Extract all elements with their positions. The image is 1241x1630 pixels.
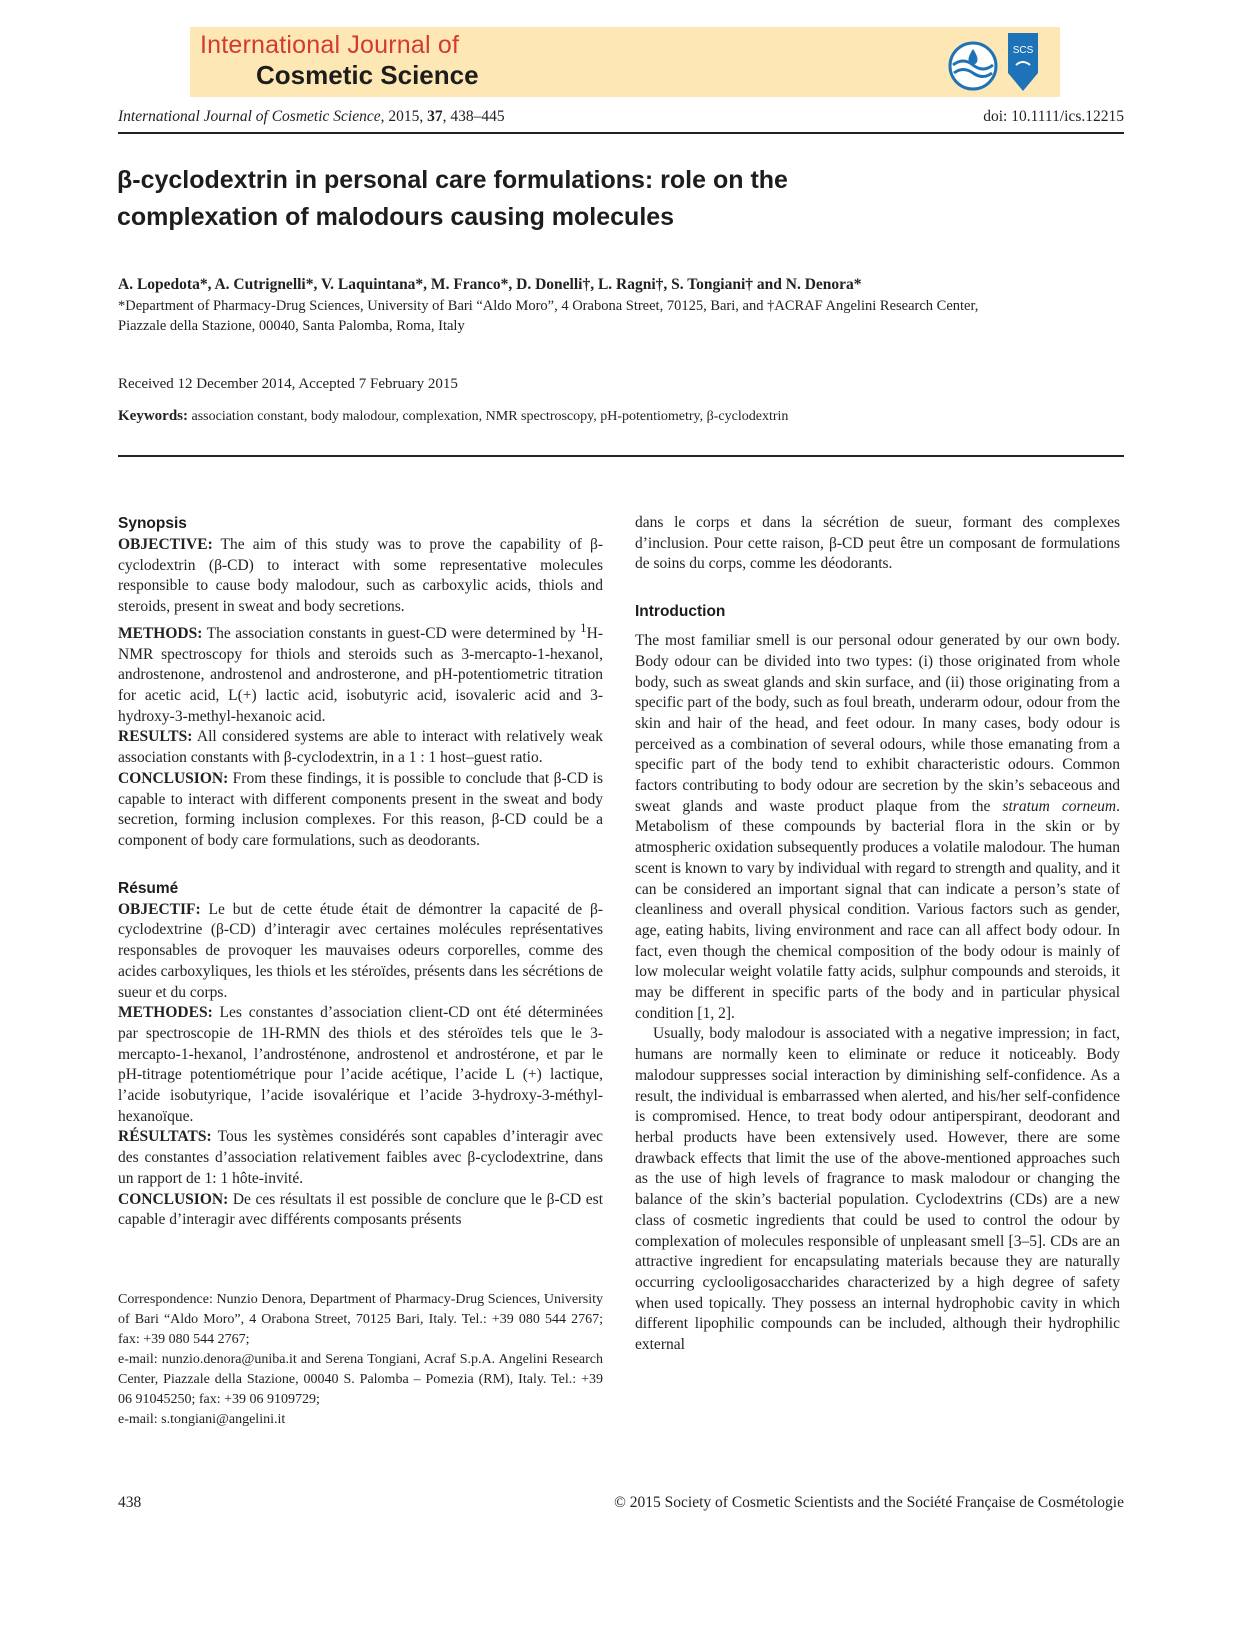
keywords: Keywords: association constant, body malodour, complexation, NMR spectroscopy, pH-potentiometry, β-cyclodextrin bbox=[118, 408, 789, 424]
authors: A. Lopedota*, A. Cutrignelli*, V. Laquintana*, M. Franco*, D. Donelli†, L. Ragni†, S. Tongiani† and N. Denora* bbox=[118, 276, 862, 293]
introduction-paragraph-2: Usually, body malodour is associated with a negative impression; in fact, humans are normally keen to eliminate or reduce it noticeably. Body malodour suppresses social interaction by diminishing self-confidence. As a result, the individual is embarrassed when alerted, and his/her self-confidence is compromised. Hence, to treat body odour antiperspirant, deodorant and herbal products have been extensively used. However, there are some drawback effects that limit the use of the above-mentioned approaches such as the use of high levels of fragrance to mask malodour or changing the balance of the skin’s bacterial population. Cyclodextrins (CDs) are a new class of cosmetic ingredients that could be used to control the odour by complexation of molecules responsible of unpleasant smell [3–5]. CDs are an attractive ingredient for encapsulating materials because they are naturally occurring cyclooligosaccharides characterized by a high degree of safety when used topically. They possess an internal hydrophobic cavity in which different lipophilic compounds can be included, although their hydrophilic external bbox=[635, 1025, 1120, 1354]
doi: doi: 10.1111/ics.12215 bbox=[983, 108, 1124, 125]
journal-emblem-icon bbox=[945, 41, 1001, 91]
right-column bbox=[635, 513, 1120, 1356]
resume-conclusion: CONCLUSION: De ces résultats il est possible de conclure que le β-CD est capable d’interagir avec différents composants présents bbox=[118, 1190, 603, 1229]
resume-methodes: METHODES: Les constantes d’association client-CD ont été déterminées par spectroscopie de 1H-RMN des thiols et des stéroïdes tels que le 3-mercapto-1-hexanol, l’androsténone, androstenol et androstérone, et par le pH-titrage potentiométrique pour l’acide acétique, l’acide L (+) lactique, l’acide isobutyrique, l’acide isovalérique et l’acide 3-hydroxy-3-méthyl-hexanoïque. bbox=[118, 1004, 603, 1125]
resume-resultats: RÉSULTATS: Tous les systèmes considérés sont capables d’interagir avec des constantes d’association relativement faibles avec β-cyclodextrine, dans un rapport de 1: 1 hôte-invité. bbox=[118, 1128, 603, 1187]
resume-heading: Résumé bbox=[118, 879, 179, 897]
banner-line2: Cosmetic Science bbox=[256, 60, 479, 90]
page-number: 438 bbox=[118, 1494, 142, 1511]
section-divider bbox=[118, 455, 1124, 457]
synopsis-results: RESULTS: All considered systems are able to interact with relatively weak association constants with β-cyclodextrin, in a 1 : 1 host–guest ratio. bbox=[118, 728, 603, 767]
journal-citation: International Journal of Cosmetic Science, 2015, 37, 438–445 bbox=[118, 108, 505, 125]
synopsis-objective: OBJECTIVE: The aim of this study was to prove the capability of β-cyclodextrin (β-CD) to interact with some representative molecules responsible to cause body malodour, such as carboxylic acids, thiols and steroids, present in sweat and body secretions. bbox=[118, 536, 603, 616]
synopsis-methods: METHODS: The association constants in guest-CD were determined by $^1$H-NMR spectroscopy for thiols and steroids such as 3-mercapto-1-hexanol, androstenone, androstenol and androsterone, and pH-potentiometric titration for acetic acid, L(+) lactic acid, isobutyric acid, isovaleric acid and 3-hydroxy-3-methyl-hexanoic acid. bbox=[118, 619, 603, 725]
article-title: β-cyclodextrin in personal care formulations: role on the complexation of malodours causing molecules bbox=[117, 166, 788, 231]
introduction-paragraph-1: The most familiar smell is our personal odour generated by our own body. Body odour can be divided into two types: (i) those originated from whole body, such as sweat glands and skin surface, and (ii) those originating from a specific part of the body, such as foul breath, underarm odour, odour from the skin and hair of the head, and feet odour. In many cases, body odour is perceived as a combination of several odours, while those emanating from a specific part of the body tend to exhibit characteristic odours. Common factors contributing to body odour are secretion by the skin’s sebaceous and sweat glands and waste product plaque from the stratum corneum. Metabolism of these compounds by bacterial flora in the skin or by atmospheric oxidation subsequently produces a volatile malodour. The human scent is known to vary by individual with regard to strength and quality, and it can be considered an important signal that can indicate a person’s state of cleanliness and overall physical condition. Various factors such as gender, age, eating habits, living environment and race can all affect body odour. In fact, even though the chemical composition of the body odour is mainly of low molecular weight volatile fatty acids, sulphur compounds and steroids, it may be different in specific parts of the body and in particular physical condition [1, 2]. bbox=[635, 632, 1121, 1022]
affiliations: *Department of Pharmacy-Drug Sciences, University of Bari “Aldo Moro”, 4 Orabona Street, 70125, Bari, and †ACRAF Angelini Research Center, Piazzale della Stazione, 00040, Santa Palomba, Roma, Italy bbox=[118, 298, 979, 334]
citation-line bbox=[118, 108, 1124, 134]
correspondence: Correspondence: Nunzio Denora, Department of Pharmacy-Drug Sciences, University of Bari “Aldo Moro”, 4 Orabona Street, 70125 Bari, Italy. Tel.: +39 080 544 2767; fax: +39 080 544 2767; e-mail: nunzio.denora@uniba.it and Serena Tongiani, Acraf S.p.A. Angelini Research Center, Piazzale della Stazione, 00040 S. Palomba – Pomezia (RM), Italy. Tel.: +39 06 91045250; fax: +39 06 9109729; e-mail: s.tongiani@angelini.it bbox=[118, 1290, 603, 1430]
correspondence-email: e-mail: nunzio.denora@uniba.it and Serena Tongiani, Acraf S.p.A. Angelini Research Center, Piazzale della Stazione, 00040 S. Palomba – Pomezia (RM), Italy. Tel.: +39 06 91045250; fax: +39 06 9109729; bbox=[118, 1352, 603, 1407]
correspondence-email: e-mail: s.tongiani@angelini.it bbox=[118, 1412, 286, 1427]
svg-text:SCS: SCS bbox=[1012, 45, 1034, 56]
scs-shield-icon bbox=[1006, 31, 1040, 93]
resume-objectif: OBJECTIF: Le but de cette étude était de démontrer la capacité de β-cyclodextrine (β-CD) d’interagir avec certaines molécules représentatives responsables de provoquer les mauvaises odeurs corporelles, comme des acides carboxyliques, les thiols et les stéroïdes, présents dans les sécrétions de sueur et du corps. bbox=[118, 900, 603, 1001]
copyright: © 2015 Society of Cosmetic Scientists and the Société Française de Cosmétologie bbox=[614, 1494, 1124, 1511]
banner-line1: International Journal of bbox=[200, 31, 460, 59]
received-dates: Received 12 December 2014, Accepted 7 February 2015 bbox=[118, 376, 458, 392]
resume-conclusion-continued: dans le corps et dans la sécrétion de sueur, formant des complexes d’inclusion. Pour cette raison, β-CD peut être un composant de formulations de soins du corps, comme les déodorants. bbox=[635, 514, 1120, 573]
journal-banner bbox=[190, 27, 1060, 97]
synopsis-heading: Synopsis bbox=[118, 515, 187, 532]
synopsis-conclusion: CONCLUSION: From these findings, it is possible to conclude that β-CD is capable to interact with different components present in the sweat and body secretion, forming inclusion complexes. For this reason, β-CD could be a component of body care formulations, such as deodorants. bbox=[118, 769, 603, 849]
introduction-heading: Introduction bbox=[635, 603, 726, 621]
left-column bbox=[118, 513, 603, 1231]
